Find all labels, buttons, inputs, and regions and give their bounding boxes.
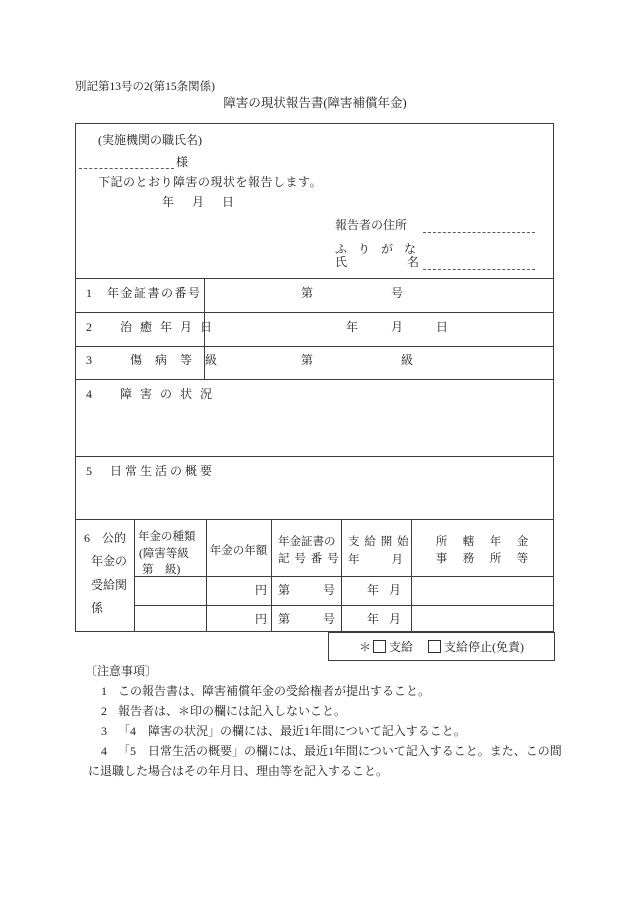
healing-day-label: 日: [436, 320, 449, 334]
start-month-unit: 月: [389, 612, 402, 626]
grid-vline: [271, 519, 272, 631]
field-label-injury-grade: 3 傷病等級: [86, 353, 231, 367]
amount-yen-unit: 円: [254, 612, 267, 626]
section6-label-line4: 係: [91, 601, 104, 615]
start-month-unit: 月: [389, 583, 402, 597]
field-label-disability-condition: 4 障害の状況: [86, 387, 221, 401]
amount-yen-unit: 円: [254, 583, 267, 597]
reporter-address-fill-line[interactable]: [423, 219, 535, 233]
note-text: この報告書は、障害補償年金の受給権者が提出すること。: [118, 684, 431, 698]
note-number: 3: [101, 724, 107, 738]
field-label-healing-date: 2 治癒年月日: [86, 320, 221, 334]
main-form-box: [75, 123, 554, 632]
payment-start-year-label: 年: [348, 554, 360, 566]
col-header-pension-type-line2: (障害等級: [139, 548, 189, 560]
form-title: 障害の現状報告書(障害補償年金): [223, 96, 407, 110]
asterisk-mark: ＊: [358, 639, 371, 654]
grid-vline: [341, 519, 342, 631]
grid-hline: [76, 278, 553, 279]
payment-option-label: 支給: [389, 639, 414, 654]
section6-label-line2: 年金の: [91, 554, 128, 568]
payment-status-box: [328, 632, 555, 661]
note-text: 「5 日常生活の概要」の欄には、最近1年間について記入すること。また、この間: [118, 744, 562, 758]
cert-no-suffix: 号: [323, 583, 336, 597]
addressee-fill-line[interactable]: [79, 155, 174, 169]
report-date-line[interactable]: 年月日: [162, 195, 253, 209]
grid-hline: [76, 346, 553, 347]
healing-month-label: 月: [391, 320, 404, 334]
note-number: 2: [101, 704, 107, 718]
agency-name-label: (実施機関の職氏名): [98, 133, 202, 147]
healing-year-label: 年: [346, 320, 359, 334]
start-year-unit: 年: [367, 612, 380, 626]
payment-start-month-label: 月: [391, 554, 403, 566]
payment-stop-option-label: 支給停止(免責): [444, 639, 525, 654]
injury-grade-fill-area[interactable]: [205, 347, 553, 378]
injury-grade-prefix: 第: [301, 353, 314, 367]
healing-date-fill-area[interactable]: [205, 313, 553, 345]
reporter-name-label: 氏名: [335, 255, 480, 269]
injury-grade-suffix: 級: [401, 353, 414, 367]
reporter-address-label: 報告者の住所: [335, 218, 408, 232]
col-header-payment-start-line2: [348, 553, 403, 567]
note-item: [101, 724, 466, 738]
grid-hline: [76, 312, 553, 313]
section6-label-line1: 6 公的: [84, 531, 127, 545]
grid-hline: [76, 519, 553, 520]
col-header-pension-type-line3: 第 級): [142, 564, 181, 576]
field-label-daily-life: 5 日常生活の概要: [86, 464, 216, 478]
col-header-cert-number-line2: 記 号 番 号: [278, 553, 340, 565]
pension-type-row1-fill-area[interactable]: [135, 577, 205, 604]
pension-office-row1-fill-area[interactable]: [412, 577, 553, 604]
col-header-pension-office-line2: 事 務 所 等: [435, 553, 531, 565]
col-header-cert-number-line1: 年金証書の: [278, 536, 336, 548]
note-text: 「4 障害の状況」の欄には、最近1年間について記入すること。: [118, 724, 466, 738]
cert-no-prefix: 第: [278, 612, 291, 626]
start-year-unit: 年: [367, 583, 380, 597]
grid-hline: [76, 456, 553, 457]
cert-number-prefix: 第: [301, 286, 314, 300]
cert-no-suffix: 号: [323, 612, 336, 626]
note-item: [101, 744, 562, 758]
cert-number-suffix: 号: [391, 286, 404, 300]
furigana-label: ふりがな: [335, 242, 428, 256]
grid-hline: [134, 605, 553, 606]
note-item: [101, 704, 346, 718]
grid-hline: [134, 576, 553, 577]
notes-heading: 〔注意事項〕: [85, 664, 158, 678]
col-header-pension-office-line1: 所 轄 年 金: [435, 536, 531, 548]
grid-vline: [134, 519, 135, 631]
note-number: 1: [101, 684, 107, 698]
reporter-name-fill-line[interactable]: [423, 256, 535, 270]
addressee-suffix: 様: [176, 155, 189, 169]
note-item: [101, 684, 430, 698]
col-header-pension-type-line1: 年金の種類: [138, 531, 196, 543]
payment-checkbox[interactable]: [373, 640, 386, 653]
pension-cert-number-fill-area[interactable]: [205, 279, 553, 311]
cert-no-prefix: 第: [278, 583, 291, 597]
pension-office-row2-fill-area[interactable]: [412, 606, 553, 632]
pension-type-row2-fill-area[interactable]: [135, 606, 205, 632]
note-text: 報告者は、＊印の欄には記入しないこと。: [118, 704, 347, 718]
field-label-pension-cert-number: 1 年金証書の番号: [86, 286, 202, 300]
col-header-payment-start-line1: 支 給 開 始: [348, 536, 410, 548]
statement-text: 下記のとおり障害の現状を報告します。: [98, 175, 323, 189]
section6-label-line3: 受給関: [91, 578, 128, 592]
form-reference-label: 別記第13号の2(第15条関係): [75, 81, 215, 93]
note-number: 4: [101, 744, 107, 758]
col-header-annual-amount: 年金の年額: [209, 545, 268, 557]
payment-stop-checkbox[interactable]: [428, 640, 441, 653]
grid-hline: [76, 379, 553, 380]
note-item-continuation: に退職した場合はその年月日、理由等を記入すること。: [88, 764, 389, 778]
